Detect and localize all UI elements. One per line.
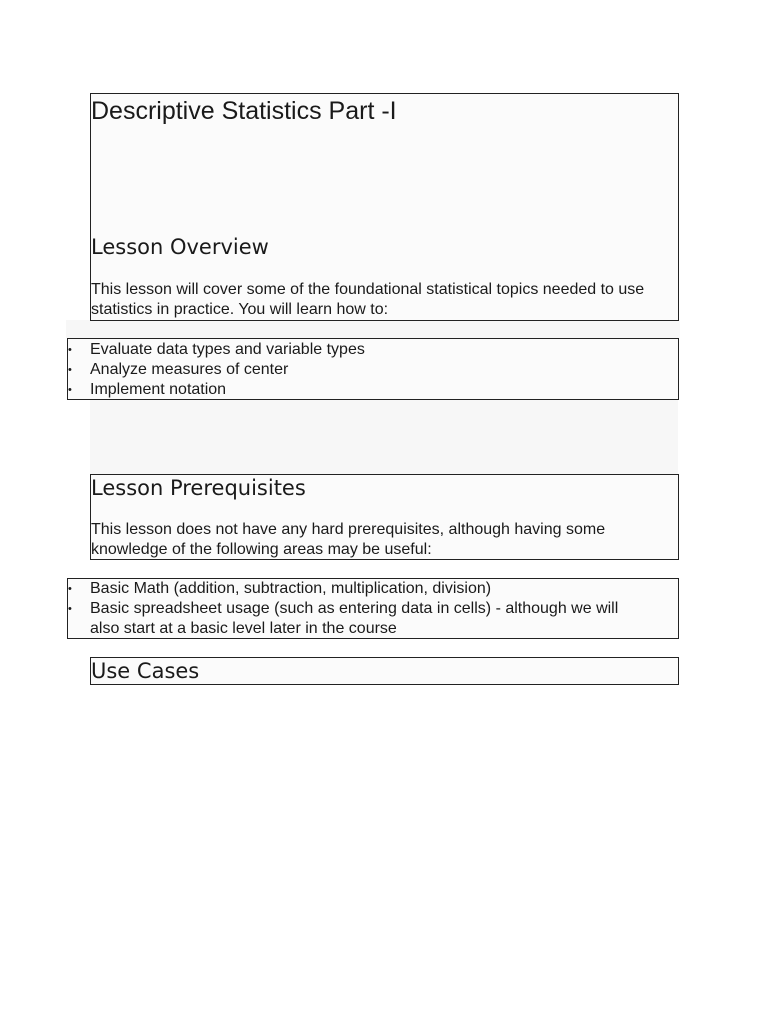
list-item-text: Analyze measures of center bbox=[90, 361, 289, 378]
list-item bbox=[68, 380, 365, 400]
list-item bbox=[68, 579, 648, 599]
shade-band-2 bbox=[90, 400, 678, 474]
bullet-icon: • bbox=[68, 603, 72, 615]
overview-list-box bbox=[67, 338, 679, 400]
bullet-icon: • bbox=[68, 364, 72, 376]
list-item bbox=[68, 599, 648, 639]
page-title: Descriptive Statistics Part -I bbox=[91, 97, 397, 125]
overview-heading: Lesson Overview bbox=[91, 235, 269, 259]
prerequisites-heading: Lesson Prerequisites bbox=[91, 476, 306, 500]
prerequisites-section bbox=[90, 474, 679, 560]
overview-list bbox=[68, 340, 365, 400]
prerequisites-list bbox=[68, 579, 648, 639]
list-item-text: Evaluate data types and variable types bbox=[90, 341, 365, 358]
list-item-text: Basic spreadsheet usage (such as entering data in cells) - although we will also start at a basic level later in the course bbox=[90, 600, 619, 637]
bullet-icon: • bbox=[68, 384, 72, 396]
bullet-icon: • bbox=[68, 583, 72, 595]
list-item-text: Implement notation bbox=[90, 381, 227, 398]
shade-band-1 bbox=[66, 320, 680, 338]
prerequisites-list-box bbox=[67, 578, 679, 639]
use-cases-heading: Use Cases bbox=[91, 659, 200, 683]
overview-intro: This lesson will cover some of the foundational statistical topics needed to use statistics in practice. You will learn how to: bbox=[91, 281, 645, 318]
list-item bbox=[68, 360, 365, 380]
prerequisites-intro: This lesson does not have any hard prerequisites, although having some knowledge of the following areas may be useful: bbox=[91, 521, 606, 558]
list-item-text: Basic Math (addition, subtraction, multiplication, division) bbox=[90, 580, 492, 597]
overview-section bbox=[90, 93, 679, 321]
bullet-icon: • bbox=[68, 344, 72, 356]
use-cases-section bbox=[90, 657, 679, 685]
list-item bbox=[68, 340, 365, 360]
